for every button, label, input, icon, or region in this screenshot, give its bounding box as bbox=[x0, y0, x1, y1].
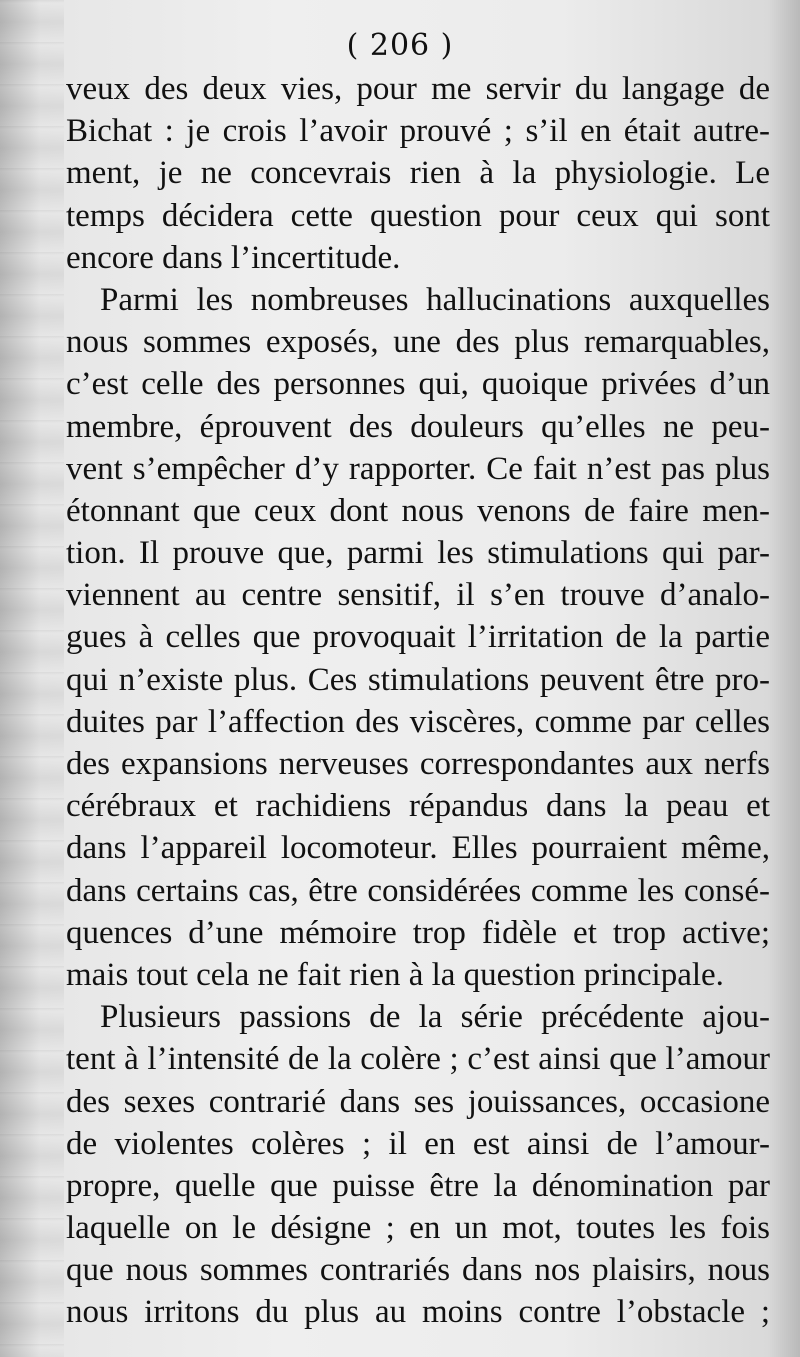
text-line: des expansions nerveuses correspondantes aux nerfs bbox=[66, 746, 770, 782]
text-line: quences d’une mémoire trop fidèle et trop active; bbox=[66, 914, 770, 951]
text-line: gues à celles que provoquait l’irritation de la partie bbox=[66, 619, 770, 656]
text-line: temps décidera cette question pour ceux qui sont bbox=[66, 197, 770, 234]
text-line: vent s’empêcher d’y rapporter. Ce fait n’est pas plus bbox=[66, 450, 770, 487]
text-line: dans certains cas, être considérées comme les consé- bbox=[66, 872, 770, 909]
text-line: Parmi les nombreuses hallucinations auxquelles bbox=[100, 281, 770, 318]
body-text bbox=[66, 68, 770, 1334]
text-line: membre, éprouvent des douleurs qu’elles ne peu- bbox=[66, 408, 770, 445]
text-line: mais tout cela ne fait rien à la question principale. bbox=[66, 956, 724, 993]
text-line: viennent au centre sensitif, il s’en trouve d’analo- bbox=[66, 577, 770, 614]
text-line: nous sommes exposés, une des plus remarquables, bbox=[66, 324, 770, 361]
text-line: dans l’appareil locomoteur. Elles pourraient même, bbox=[66, 830, 770, 867]
page-edge-shadow bbox=[0, 0, 64, 1357]
text-line: des sexes contrarié dans ses jouissances, occasione bbox=[66, 1083, 770, 1120]
text-line: tent à l’intensité de la colère ; c’est ainsi que l’amour bbox=[66, 1041, 770, 1078]
text-line: nous irritons du plus au moins contre l’obstacle ; bbox=[66, 1294, 770, 1331]
text-line: que nous sommes contrariés dans nos plaisirs, nous bbox=[66, 1252, 770, 1289]
text-line: de violentes colères ; il en est ainsi de l’amour- bbox=[66, 1125, 770, 1162]
text-line: propre, quelle que puisse être la dénomination par bbox=[66, 1167, 770, 1204]
text-line: cérébraux et rachidiens répandus dans la peau et bbox=[66, 788, 770, 825]
text-line: qui n’existe plus. Ces stimulations peuvent être pro- bbox=[66, 661, 770, 698]
text-line: étonnant que ceux dont nous venons de faire men- bbox=[66, 492, 770, 529]
text-line: encore dans l’incertitude. bbox=[66, 239, 401, 276]
text-line: ment, je ne concevrais rien à la physiologie. Le bbox=[66, 155, 770, 192]
text-line: duites par l’affection des viscères, comme par celles bbox=[66, 703, 770, 740]
text-line: Bichat : je crois l’avoir prouvé ; s’il en était autre- bbox=[66, 113, 770, 150]
page-number: ( 206 ) bbox=[346, 28, 454, 63]
text-line: veux des deux vies, pour me servir du langage de bbox=[66, 71, 770, 107]
text-line: Plusieurs passions de la série précédente ajou- bbox=[100, 999, 770, 1036]
text-line: tion. Il prouve que, parmi les stimulations qui par- bbox=[66, 535, 770, 572]
text-line: laquelle on le désigne ; en un mot, toutes les fois bbox=[66, 1210, 770, 1247]
text-line: c’est celle des personnes qui, quoique privées d’un bbox=[66, 366, 770, 403]
